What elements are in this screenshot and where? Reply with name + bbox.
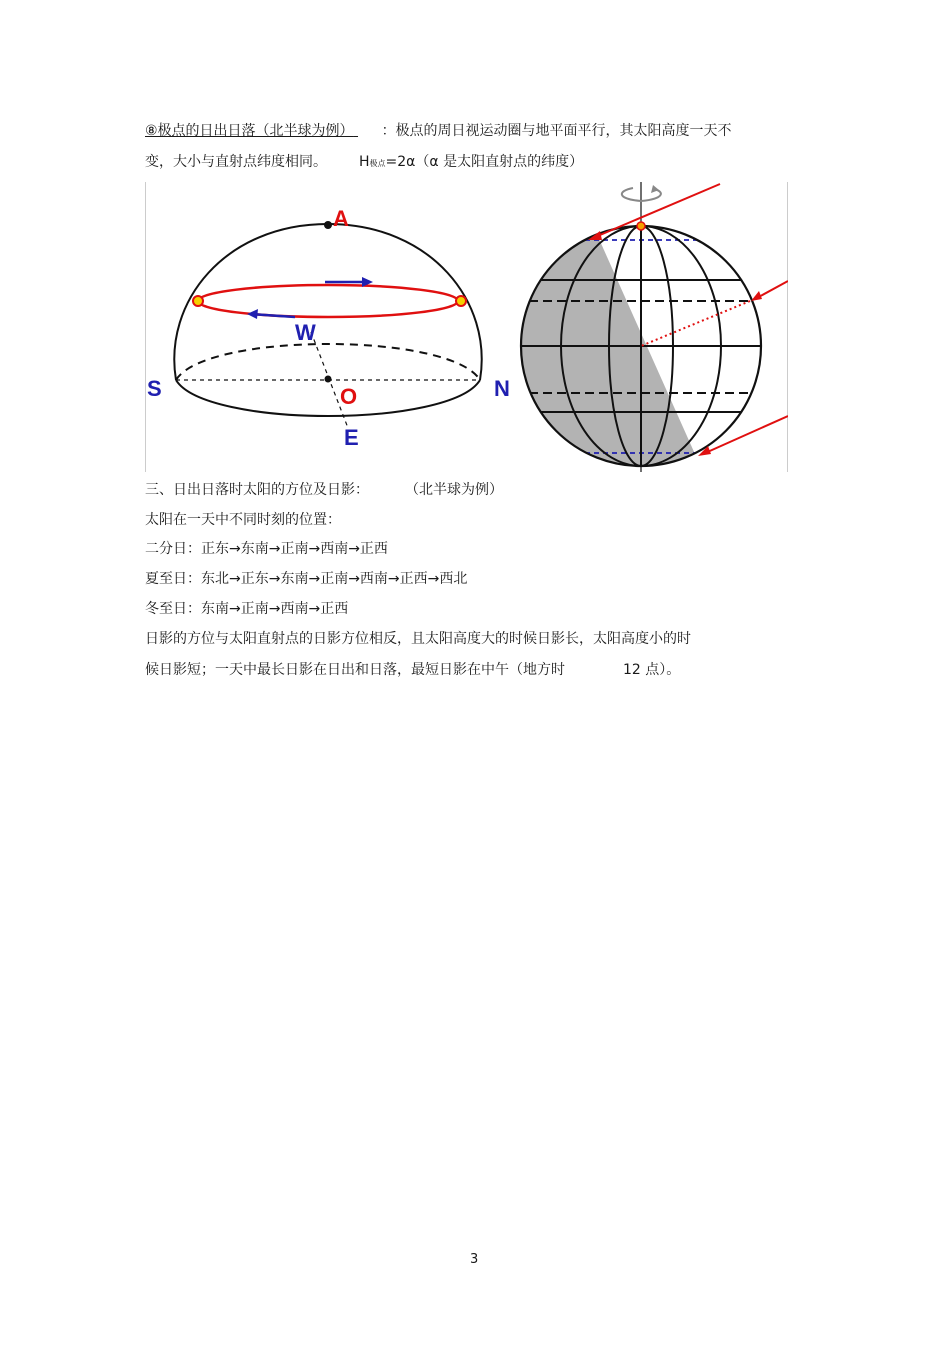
- label-s: S: [147, 376, 162, 401]
- label-a: A: [333, 206, 349, 231]
- hemisphere-diagram: [147, 206, 510, 450]
- intro-heading: ⑧极点的日出日落（北半球为例）: [145, 123, 354, 139]
- formula-rest: =2α（α 是太阳直射点的纬度）: [385, 154, 584, 170]
- intro-text-2: 变，大小与直射点纬度相同。: [145, 154, 327, 170]
- sunset-point: [456, 296, 466, 306]
- pole-point: [637, 222, 645, 230]
- summer-solstice-path: 夏至日：东北→正东→东南→正南→西南→正西→西北: [145, 571, 468, 587]
- label-w: W: [295, 320, 316, 345]
- horizon-front-arc: [176, 380, 480, 416]
- shadow-line-2b: 12 点）。: [623, 662, 681, 678]
- winter-solstice-path: 冬至日：东南→正南→西南→正西: [145, 601, 349, 617]
- formula-h: H: [359, 154, 370, 170]
- section-title: 三、日出日落时太阳的方位及日影：: [145, 482, 369, 498]
- section-subtitle: 太阳在一天中不同时刻的位置：: [145, 512, 341, 528]
- section-title-line: [145, 481, 503, 499]
- horizon-back-arc: [176, 344, 480, 380]
- point-a: [324, 221, 332, 229]
- formula-subscript: 极点: [369, 159, 386, 168]
- label-e: E: [344, 425, 359, 450]
- point-o: [325, 376, 332, 383]
- shadow-line-1: 日影的方位与太阳直射点的日影方位相反，且太阳高度大的时候日影长，太阳高度小的时: [145, 631, 691, 647]
- intro-line-2: [145, 153, 583, 173]
- shadow-line-2: [145, 661, 680, 679]
- label-n: N: [494, 376, 510, 401]
- label-o: O: [340, 384, 358, 409]
- intro-text-1: ：极点的周日视运动圈与地平面平行，其太阳高度一天不: [381, 123, 732, 139]
- globe-diagram: [505, 182, 788, 472]
- sunrise-point: [193, 296, 203, 306]
- section-title-note: （北半球为例）: [405, 482, 503, 498]
- shadow-line-2a: 候日影短；一天中最长日影在日出和日落，最短日影在中午（地方时: [145, 662, 565, 678]
- page-number: 3: [470, 1252, 479, 1267]
- equinox-path: 二分日：正东→东南→正南→西南→正西: [145, 541, 388, 557]
- intro-line-1: [145, 122, 732, 140]
- sun-path-circle: [198, 285, 458, 317]
- sun-path-figure: [145, 182, 788, 472]
- arrow-head-left: [247, 309, 258, 319]
- heading-underline-gap: [354, 122, 382, 140]
